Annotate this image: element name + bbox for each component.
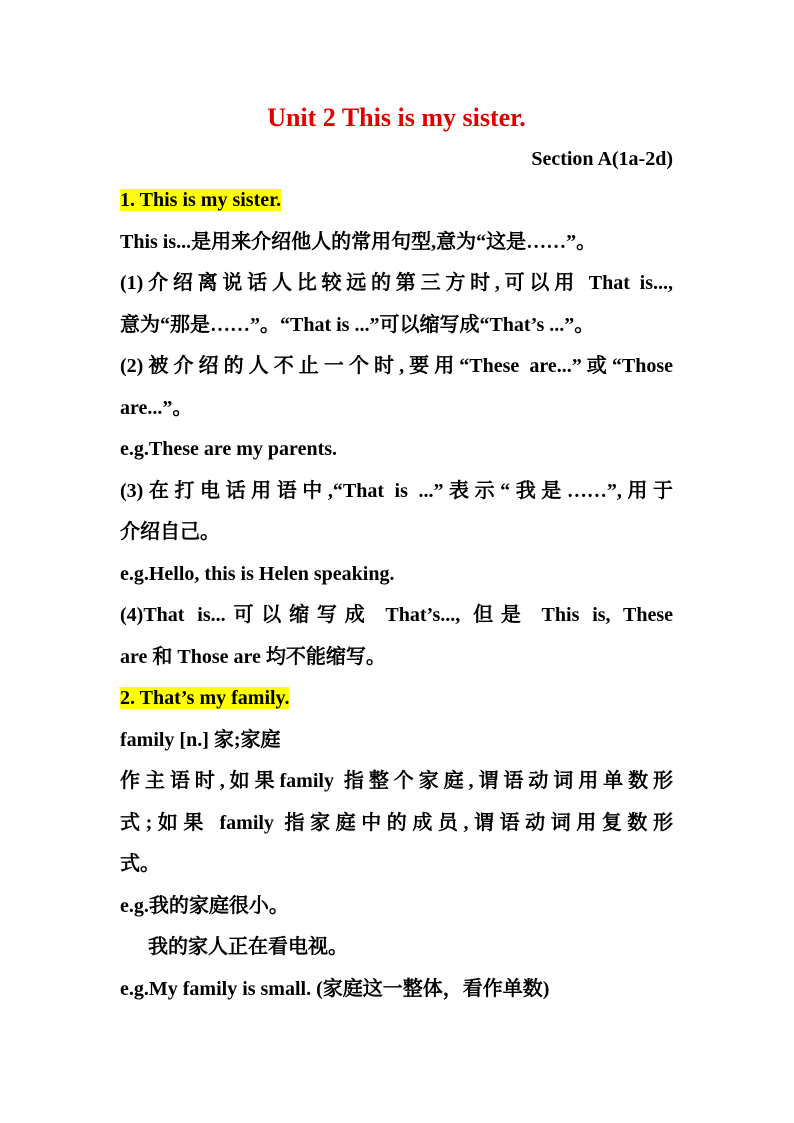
- paragraph-point-2-line-2: are...”。: [120, 396, 193, 419]
- example-1: e.g.These are my parents.: [120, 438, 338, 460]
- paragraph-point-1-line-1: (1)介绍离说话人比较远的第三方时,可以用 That is...,: [120, 272, 673, 294]
- paragraph-family-line-1: 作主语时,如果family 指整个家庭,谓语动词用单数形: [120, 770, 673, 792]
- paragraph-point-1-line-2: 意为“那是……”。“That is ...”可以缩写成“That’s ...”。: [120, 313, 595, 336]
- paragraph-point-4-line-2: are 和 Those are 均不能缩写。: [120, 645, 386, 668]
- paragraph-point-2-line-1: (2)被介绍的人不止一个时,要用“These are...”或“Those: [120, 355, 673, 377]
- paragraph-intro: This is...是用来介绍他人的常用句型,意为“这是……”。: [120, 230, 597, 253]
- vocab-entry: family [n.] 家;家庭: [120, 728, 281, 751]
- heading-1-text: 1. This is my sister.: [120, 189, 282, 211]
- heading-2: [120, 678, 673, 720]
- heading-1: [120, 180, 673, 222]
- example-3: e.g.我的家庭很小。: [120, 894, 289, 917]
- paragraph-point-3-line-2: 介绍自己。: [120, 521, 220, 543]
- unit-title: Unit 2 This is my sister.: [267, 103, 526, 132]
- example-2: e.g.Hello, this is Helen speaking.: [120, 562, 395, 585]
- document-page: [120, 98, 673, 1010]
- example-5: e.g.My family is small. (家庭这一整体，看作单数): [120, 977, 550, 1000]
- paragraph-point-3-line-1: (3)在打电话用语中,“That is ...”表示“我是……”,用于: [120, 479, 673, 502]
- paragraph-family-line-2: 式;如果 family 指家庭中的成员,谓语动词用复数形: [120, 811, 673, 834]
- heading-2-text: 2. That’s my family.: [120, 687, 290, 709]
- section-label: Section A(1a-2d): [531, 148, 673, 170]
- paragraph-point-4-line-1: (4)That is...可以缩写成 That’s..., 但是 This is, These: [120, 604, 673, 626]
- paragraph-family-line-3: 式。: [120, 853, 160, 875]
- example-4: 我的家人正在看电视。: [148, 936, 348, 958]
